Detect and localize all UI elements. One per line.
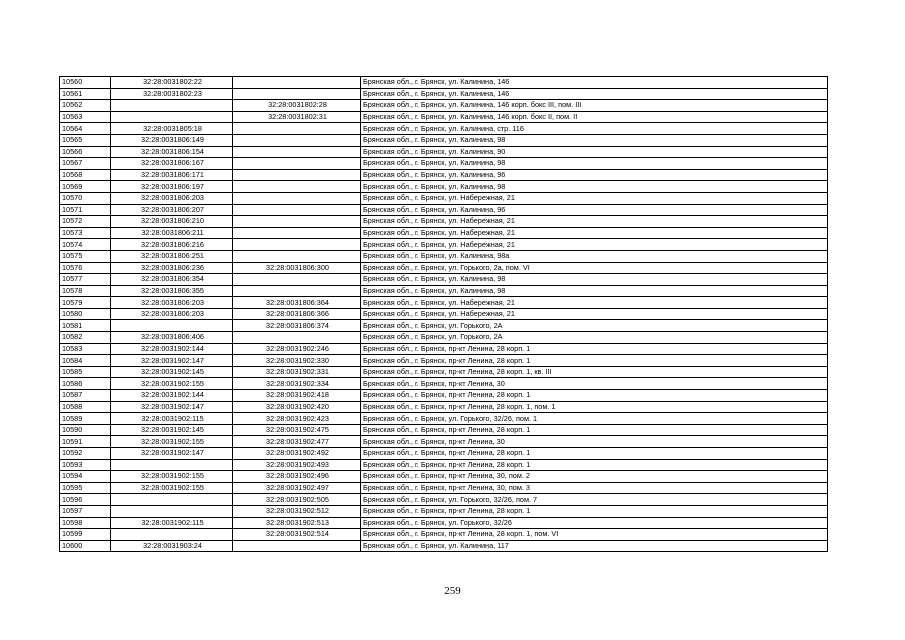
room-cadastral-number-cell — [233, 123, 361, 135]
row-number-cell: 10560 — [60, 77, 111, 89]
table-row — [60, 192, 828, 204]
room-cadastral-number-cell: 32:28:0031802:31 — [233, 111, 361, 123]
cadastral-number-cell: 32:28:0031806:355 — [111, 285, 233, 297]
row-number-cell: 10583 — [60, 343, 111, 355]
address-cell: Брянская обл., г. Брянск, ул. Калинина, 98 — [361, 181, 828, 193]
cadastral-number-cell: 32:28:0031806:406 — [111, 332, 233, 344]
table-row — [60, 100, 828, 112]
address-cell: Брянская обл., г. Брянск, ул. Калинина, 98 — [361, 158, 828, 170]
row-number-cell: 10563 — [60, 111, 111, 123]
room-cadastral-number-cell — [233, 540, 361, 552]
room-cadastral-number-cell: 32:28:0031902:497 — [233, 482, 361, 494]
cadastral-number-cell: 32:28:0031902:155 — [111, 378, 233, 390]
table-row — [60, 448, 828, 460]
cadastral-number-cell: 32:28:0031806:171 — [111, 169, 233, 181]
table-row — [60, 413, 828, 425]
table-row — [60, 505, 828, 517]
table-row — [60, 111, 828, 123]
room-cadastral-number-cell: 32:28:0031902:418 — [233, 390, 361, 402]
address-cell: Брянская обл., г. Брянск, ул. Набережная, 21 — [361, 308, 828, 320]
row-number-cell: 10578 — [60, 285, 111, 297]
room-cadastral-number-cell — [233, 181, 361, 193]
row-number-cell: 10575 — [60, 250, 111, 262]
address-cell: Брянская обл., г. Брянск, ул. Набережная, 21 — [361, 239, 828, 251]
table-row — [60, 88, 828, 100]
row-number-cell: 10564 — [60, 123, 111, 135]
cadastral-number-cell — [111, 494, 233, 506]
table-row — [60, 123, 828, 135]
address-cell: Брянская обл., г. Брянск, ул. Калинина, 90 — [361, 146, 828, 158]
room-cadastral-number-cell: 32:28:0031806:374 — [233, 320, 361, 332]
table-row — [60, 262, 828, 274]
address-cell: Брянская обл., г. Брянск, ул. Горького, 32/26, пом. 1 — [361, 413, 828, 425]
cadastral-number-cell: 32:28:0031902:145 — [111, 366, 233, 378]
cadastral-number-cell: 32:28:0031806:154 — [111, 146, 233, 158]
table-row — [60, 297, 828, 309]
table-row — [60, 482, 828, 494]
address-cell: Брянская обл., г. Брянск, ул. Горького, 2А — [361, 320, 828, 332]
room-cadastral-number-cell: 32:28:0031902:514 — [233, 529, 361, 541]
address-cell: Брянская обл., г. Брянск, ул. Набережная, 21 — [361, 227, 828, 239]
room-cadastral-number-cell — [233, 274, 361, 286]
cadastral-number-cell — [111, 100, 233, 112]
table-row — [60, 285, 828, 297]
address-cell: Брянская обл., г. Брянск, ул. Калинина, 96 — [361, 169, 828, 181]
room-cadastral-number-cell — [233, 169, 361, 181]
row-number-cell: 10571 — [60, 204, 111, 216]
table-row — [60, 540, 828, 552]
row-number-cell: 10573 — [60, 227, 111, 239]
cadastral-number-cell: 32:28:0031806:149 — [111, 134, 233, 146]
table-row — [60, 343, 828, 355]
address-cell: Брянская обл., г. Брянск, ул. Набережная, 21 — [361, 192, 828, 204]
cadastral-number-cell: 32:28:0031805:18 — [111, 123, 233, 135]
room-cadastral-number-cell: 32:28:0031902:475 — [233, 424, 361, 436]
address-cell: Брянская обл., г. Брянск, пр-кт Ленина, 28 корп. 1 — [361, 448, 828, 460]
room-cadastral-number-cell — [233, 239, 361, 251]
cadastral-number-cell: 32:28:0031806:203 — [111, 192, 233, 204]
row-number-cell: 10580 — [60, 308, 111, 320]
cadastral-number-cell: 32:28:0031806:354 — [111, 274, 233, 286]
row-number-cell: 10598 — [60, 517, 111, 529]
row-number-cell: 10595 — [60, 482, 111, 494]
address-cell: Брянская обл., г. Брянск, пр-кт Ленина, 30 — [361, 436, 828, 448]
cadastral-number-cell: 32:28:0031802:22 — [111, 77, 233, 89]
row-number-cell: 10565 — [60, 134, 111, 146]
row-number-cell: 10600 — [60, 540, 111, 552]
cadastral-number-cell: 32:28:0031902:145 — [111, 424, 233, 436]
address-cell: Брянская обл., г. Брянск, ул. Горького, 2а, пом. VI — [361, 262, 828, 274]
address-cell: Брянская обл., г. Брянск, ул. Калинина, 98 — [361, 285, 828, 297]
cadastral-number-cell: 32:28:0031902:144 — [111, 390, 233, 402]
table-row — [60, 436, 828, 448]
address-cell: Брянская обл., г. Брянск, ул. Калинина, 146 корп. бокс II, пом. II — [361, 111, 828, 123]
table-row — [60, 366, 828, 378]
table-row — [60, 158, 828, 170]
row-number-cell: 10572 — [60, 216, 111, 228]
row-number-cell: 10566 — [60, 146, 111, 158]
table-row — [60, 517, 828, 529]
table-row — [60, 134, 828, 146]
cadastral-number-cell — [111, 505, 233, 517]
room-cadastral-number-cell: 32:28:0031902:513 — [233, 517, 361, 529]
row-number-cell: 10582 — [60, 332, 111, 344]
row-number-cell: 10569 — [60, 181, 111, 193]
row-number-cell: 10589 — [60, 413, 111, 425]
address-cell: Брянская обл., г. Брянск, ул. Калинина, 146 корп. бокс III, пом. III — [361, 100, 828, 112]
address-cell: Брянская обл., г. Брянск, пр-кт Ленина, 30, пом. 2 — [361, 471, 828, 483]
row-number-cell: 10587 — [60, 390, 111, 402]
row-number-cell: 10599 — [60, 529, 111, 541]
cadastral-registry-table — [59, 76, 828, 552]
cadastral-number-cell: 32:28:0031902:147 — [111, 355, 233, 367]
cadastral-number-cell: 32:28:0031806:167 — [111, 158, 233, 170]
room-cadastral-number-cell: 32:28:0031902:420 — [233, 401, 361, 413]
room-cadastral-number-cell: 32:28:0031902:477 — [233, 436, 361, 448]
cadastral-number-cell: 32:28:0031806:207 — [111, 204, 233, 216]
room-cadastral-number-cell: 32:28:0031802:28 — [233, 100, 361, 112]
room-cadastral-number-cell — [233, 250, 361, 262]
room-cadastral-number-cell — [233, 134, 361, 146]
room-cadastral-number-cell: 32:28:0031806:300 — [233, 262, 361, 274]
table-row — [60, 274, 828, 286]
table-row — [60, 332, 828, 344]
table-row — [60, 529, 828, 541]
room-cadastral-number-cell — [233, 77, 361, 89]
table-row — [60, 494, 828, 506]
room-cadastral-number-cell — [233, 158, 361, 170]
room-cadastral-number-cell: 32:28:0031902:492 — [233, 448, 361, 460]
row-number-cell: 10591 — [60, 436, 111, 448]
room-cadastral-number-cell: 32:28:0031902:330 — [233, 355, 361, 367]
row-number-cell: 10567 — [60, 158, 111, 170]
table-row — [60, 250, 828, 262]
cadastral-number-cell: 32:28:0031806:197 — [111, 181, 233, 193]
room-cadastral-number-cell — [233, 285, 361, 297]
page-number: 259 — [444, 585, 461, 597]
table-row — [60, 181, 828, 193]
cadastral-number-cell: 32:28:0031902:147 — [111, 448, 233, 460]
row-number-cell: 10561 — [60, 88, 111, 100]
cadastral-number-cell: 32:28:0031806:216 — [111, 239, 233, 251]
table-row — [60, 424, 828, 436]
cadastral-number-cell: 32:28:0031806:203 — [111, 297, 233, 309]
row-number-cell: 10584 — [60, 355, 111, 367]
row-number-cell: 10592 — [60, 448, 111, 460]
address-cell: Брянская обл., г. Брянск, ул. Калинина, 146 — [361, 77, 828, 89]
room-cadastral-number-cell — [233, 192, 361, 204]
room-cadastral-number-cell: 32:28:0031806:364 — [233, 297, 361, 309]
cadastral-number-cell: 32:28:0031903:24 — [111, 540, 233, 552]
address-cell: Брянская обл., г. Брянск, пр-кт Ленина, 30, пом. 3 — [361, 482, 828, 494]
table-row — [60, 308, 828, 320]
row-number-cell: 10576 — [60, 262, 111, 274]
cadastral-number-cell: 32:28:0031806:211 — [111, 227, 233, 239]
cadastral-number-cell: 32:28:0031902:155 — [111, 482, 233, 494]
row-number-cell: 10574 — [60, 239, 111, 251]
address-cell: Брянская обл., г. Брянск, пр-кт Ленина, 28 корп. 1 — [361, 355, 828, 367]
room-cadastral-number-cell: 32:28:0031902:334 — [233, 378, 361, 390]
cadastral-number-cell: 32:28:0031902:155 — [111, 436, 233, 448]
cadastral-number-cell: 32:28:0031902:144 — [111, 343, 233, 355]
address-cell: Брянская обл., г. Брянск, ул. Калинина, стр. 116 — [361, 123, 828, 135]
cadastral-number-cell: 32:28:0031802:23 — [111, 88, 233, 100]
row-number-cell: 10562 — [60, 100, 111, 112]
row-number-cell: 10590 — [60, 424, 111, 436]
cadastral-number-cell — [111, 529, 233, 541]
address-cell: Брянская обл., г. Брянск, пр-кт Ленина, 28 корп. 1, пом. 1 — [361, 401, 828, 413]
cadastral-number-cell: 32:28:0031902:147 — [111, 401, 233, 413]
row-number-cell: 10596 — [60, 494, 111, 506]
address-cell: Брянская обл., г. Брянск, пр-кт Ленина, 30 — [361, 378, 828, 390]
address-cell: Брянская обл., г. Брянск, ул. Калинина, 98а — [361, 250, 828, 262]
room-cadastral-number-cell: 32:28:0031902:331 — [233, 366, 361, 378]
table-row — [60, 355, 828, 367]
table-row — [60, 239, 828, 251]
registry-table-body — [60, 77, 828, 552]
table-row — [60, 216, 828, 228]
cadastral-number-cell: 32:28:0031806:251 — [111, 250, 233, 262]
address-cell: Брянская обл., г. Брянск, ул. Калинина, 117 — [361, 540, 828, 552]
table-row — [60, 459, 828, 471]
room-cadastral-number-cell — [233, 146, 361, 158]
room-cadastral-number-cell: 32:28:0031902:423 — [233, 413, 361, 425]
address-cell: Брянская обл., г. Брянск, ул. Калинина, 98 — [361, 134, 828, 146]
room-cadastral-number-cell — [233, 216, 361, 228]
address-cell: Брянская обл., г. Брянск, ул. Горького, 2А — [361, 332, 828, 344]
table-row — [60, 378, 828, 390]
address-cell: Брянская обл., г. Брянск, ул. Набережная, 21 — [361, 216, 828, 228]
room-cadastral-number-cell — [233, 332, 361, 344]
cadastral-number-cell: 32:28:0031902:115 — [111, 517, 233, 529]
table-row — [60, 401, 828, 413]
cadastral-number-cell: 32:28:0031902:115 — [111, 413, 233, 425]
row-number-cell: 10597 — [60, 505, 111, 517]
address-cell: Брянская обл., г. Брянск, пр-кт Ленина, 28 корп. 1 — [361, 343, 828, 355]
row-number-cell: 10581 — [60, 320, 111, 332]
address-cell: Брянская обл., г. Брянск, пр-кт Ленина, 28 корп. 1 — [361, 424, 828, 436]
address-cell: Брянская обл., г. Брянск, ул. Горького, 32/26, пом. 7 — [361, 494, 828, 506]
cadastral-number-cell: 32:28:0031902:155 — [111, 471, 233, 483]
address-cell: Брянская обл., г. Брянск, ул. Калинина, 98 — [361, 274, 828, 286]
address-cell: Брянская обл., г. Брянск, пр-кт Ленина, 28 корп. 1 — [361, 505, 828, 517]
address-cell: Брянская обл., г. Брянск, ул. Набережная, 21 — [361, 297, 828, 309]
room-cadastral-number-cell: 32:28:0031902:496 — [233, 471, 361, 483]
table-row — [60, 471, 828, 483]
address-cell: Брянская обл., г. Брянск, ул. Калинина, 96 — [361, 204, 828, 216]
table-row — [60, 77, 828, 89]
row-number-cell: 10594 — [60, 471, 111, 483]
row-number-cell: 10568 — [60, 169, 111, 181]
row-number-cell: 10579 — [60, 297, 111, 309]
cadastral-number-cell — [111, 459, 233, 471]
room-cadastral-number-cell: 32:28:0031902:512 — [233, 505, 361, 517]
room-cadastral-number-cell: 32:28:0031806:366 — [233, 308, 361, 320]
address-cell: Брянская обл., г. Брянск, пр-кт Ленина, 28 корп. 1 — [361, 459, 828, 471]
row-number-cell: 10588 — [60, 401, 111, 413]
cadastral-number-cell — [111, 111, 233, 123]
room-cadastral-number-cell: 32:28:0031902:246 — [233, 343, 361, 355]
table-row — [60, 320, 828, 332]
cadastral-number-cell: 32:28:0031806:203 — [111, 308, 233, 320]
table-row — [60, 146, 828, 158]
room-cadastral-number-cell — [233, 204, 361, 216]
address-cell: Брянская обл., г. Брянск, пр-кт Ленина, 28 корп. 1 — [361, 390, 828, 402]
room-cadastral-number-cell — [233, 88, 361, 100]
cadastral-number-cell — [111, 320, 233, 332]
address-cell: Брянская обл., г. Брянск, ул. Горького, 32/26 — [361, 517, 828, 529]
address-cell: Брянская обл., г. Брянск, пр-кт Ленина, 28 корп. 1, пом. VI — [361, 529, 828, 541]
table-row — [60, 390, 828, 402]
room-cadastral-number-cell: 32:28:0031902:493 — [233, 459, 361, 471]
table-row — [60, 169, 828, 181]
cadastral-number-cell: 32:28:0031806:236 — [111, 262, 233, 274]
table-row — [60, 227, 828, 239]
table-row — [60, 204, 828, 216]
address-cell: Брянская обл., г. Брянск, пр-кт Ленина, 28 корп. 1, кв. III — [361, 366, 828, 378]
address-cell: Брянская обл., г. Брянск, ул. Калинина, 146 — [361, 88, 828, 100]
room-cadastral-number-cell: 32:28:0031902:505 — [233, 494, 361, 506]
cadastral-number-cell: 32:28:0031806:210 — [111, 216, 233, 228]
room-cadastral-number-cell — [233, 227, 361, 239]
row-number-cell: 10577 — [60, 274, 111, 286]
row-number-cell: 10570 — [60, 192, 111, 204]
row-number-cell: 10586 — [60, 378, 111, 390]
row-number-cell: 10593 — [60, 459, 111, 471]
row-number-cell: 10585 — [60, 366, 111, 378]
